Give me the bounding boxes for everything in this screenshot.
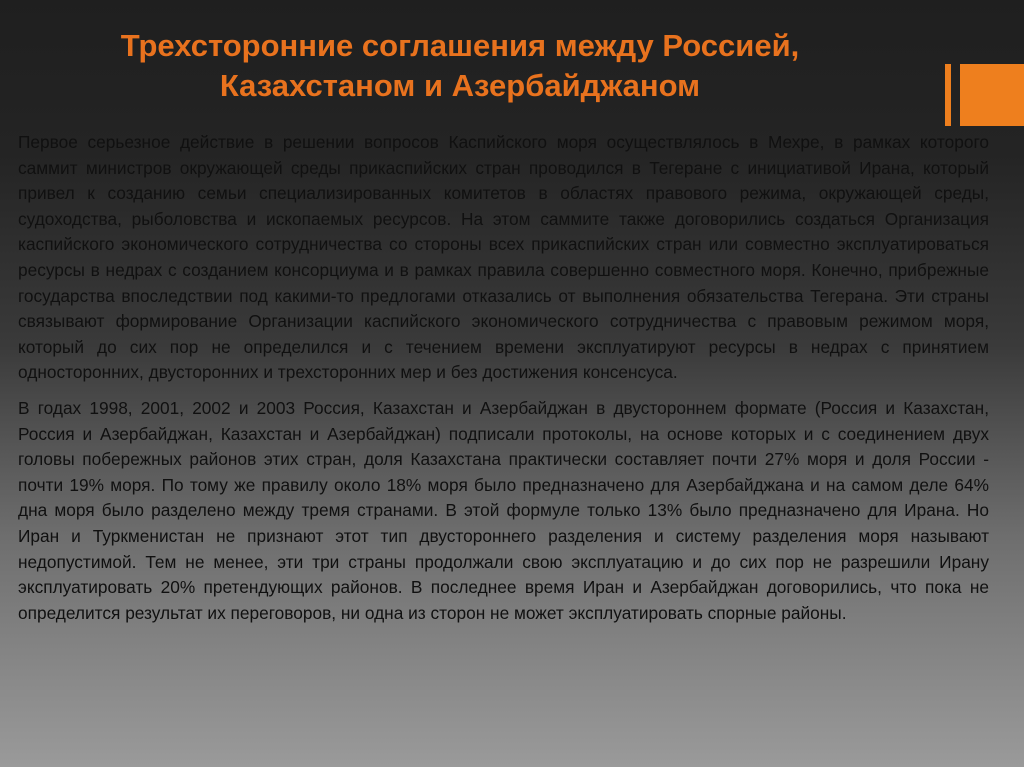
body-paragraph-1: Первое серьезное действие в решении вопросов Каспийского моря осуществлялось в Мехре, в рамках которого саммит министров окружающей среды прикаспийских стран проводился в Тегеране с инициативой Ирана, который привел к созданию семьи специализированных комитетов в областях правового режима, окружающей среды, судоходства, рыболовства и ископаемых ресурсов. На этом саммите также договорились создаться Организация каспийского экономического сотрудничества со стороны всех прикаспийских стран или совместно эксплуатироваться ресурсы в недрах с созданием консорциума и в рамках правила совершенно совместного моря. Конечно, прибрежные государства впоследствии под какими-то предлогами отказались от выполнения обязательства Тегерана. Эти страны связывают формирование Организации каспийского экономического сотрудничества с правовым режимом моря, который до сих пор не определился и с течением времени эксплуатируют ресурсы в недрах с принятием односторонних, двусторонних и трехсторонних мер и без достижения консенсуса. [18,132,989,383]
slide-title [0,26,920,106]
slide-title-line-2: Казахстаном и Азербайджаном [219,68,701,103]
decorative-bar-thick [960,64,1024,126]
slide-title-line-1: Трехсторонние соглашения между Россией, [120,28,800,63]
body-paragraph-2: В годах 1998, 2001, 2002 и 2003 Россия, Казахстан и Азербайджан в двустороннем формате (Россия и Казахстан, Россия и Азербайджан, Казахстан и Азербайджан) подписали протоколы, на основе которых и с соединением двух головы побережных районов этих стран, доля Казахстана практически составляет почти 27% моря и доля России - почти 19% моря. По тому же правилу около 18% моря было предназначено для Азербайджана и на самом деле 64% дна моря было разделено между тремя странами. В этой формуле только 13% было предназначено для Ирана. Но Иран и Туркменистан не признают этот тип двустороннего разделения и систему разделения моря называют недопустимой. Тем не менее, эти три страны продолжали свою эксплуатацию и до сих пор не разрешили Ирану эксплуатировать 20% претендующих районов. В последнее время Иран и Азербайджан договорились, что пока не определится результат их переговоров, ни одна из сторон не может эксплуатировать спорные районы. [18,397,989,623]
slide-body [18,130,989,636]
decorative-bar-thin [945,64,951,126]
